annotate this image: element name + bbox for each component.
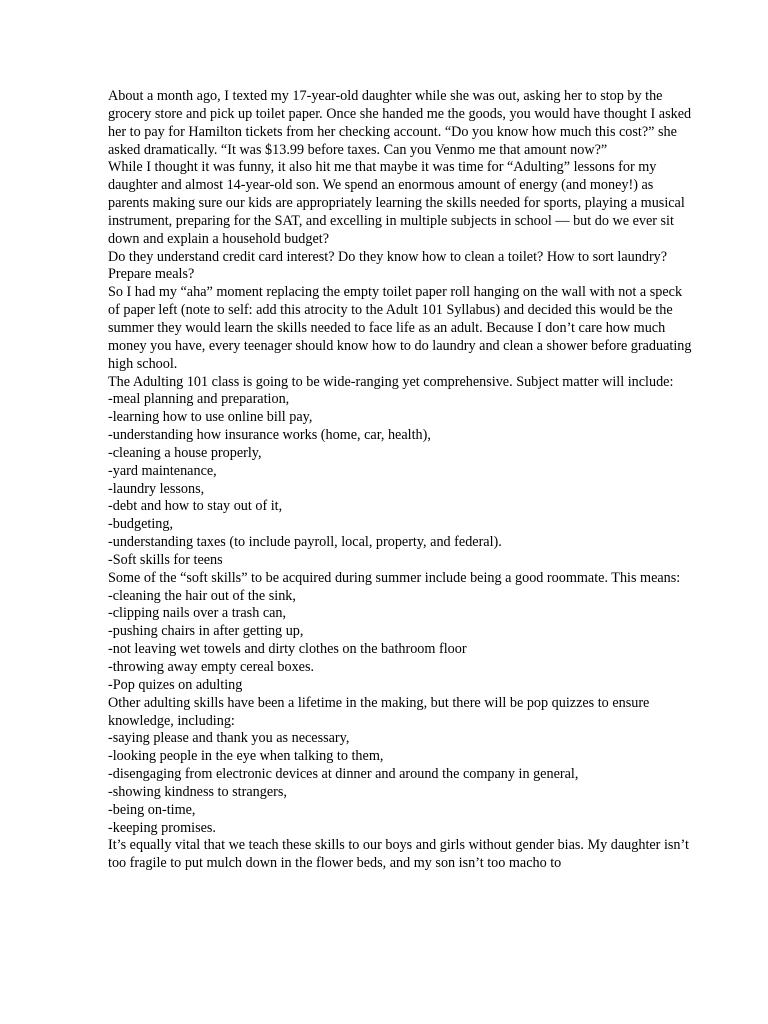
- list-item: -yard maintenance,: [108, 462, 217, 479]
- list-item: -learning how to use online bill pay,: [108, 409, 313, 426]
- section-heading: -Pop quizes on adulting: [108, 676, 243, 693]
- list-item: -throwing away empty cereal boxes.: [108, 659, 315, 675]
- list-item: -cleaning the hair out of the sink,: [108, 587, 296, 604]
- list-item: -showing kindness to strangers,: [108, 783, 287, 800]
- list-item: -debt and how to stay out of it,: [108, 498, 283, 515]
- list-item: -being on-time,: [108, 801, 196, 818]
- paragraph: About a month ago, I texted my 17-year-old daughter while she was out, asking her to stop by the grocery store and pick up toilet paper. Once she handed me the goods, you would have thought I asked her to pay for Hamilton tickets from her checking account. “Do you know how much this cost?” she asked dramatically. “It was $13.99 before taxes. Can you Venmo me that amount now?”: [108, 88, 692, 158]
- list-item: -clipping nails over a trash can,: [108, 605, 287, 622]
- paragraph: So I had my “aha” moment replacing the empty toilet paper roll hanging on the wall with not a speck of paper left (note to self: add this atrocity to the Adult 101 Syllabus) and decided this would be the summer they would learn the skills needed to face life as an adult. Because I don’t care how much money you have, every teenager should know how to do laundry and clean a shower before graduating high school.: [108, 284, 692, 372]
- list-item: -meal planning and preparation,: [108, 391, 290, 408]
- paragraph: It’s equally vital that we teach these skills to our boys and girls without gender bias. My daughter isn’t too fragile to put mulch down in the flower beds, and my son isn’t too macho to: [108, 837, 689, 872]
- list-item: -looking people in the eye when talking to them,: [108, 748, 384, 765]
- section-heading: -Soft skills for teens: [108, 551, 223, 568]
- paragraph: Other adulting skills have been a lifetime in the making, but there will be pop quizzes to ensure knowledge, including:: [108, 694, 650, 729]
- list-item: -saying please and thank you as necessary,: [108, 730, 350, 747]
- paragraph: The Adulting 101 class is going to be wide-ranging yet comprehensive. Subject matter will include:: [108, 373, 674, 390]
- list-item: -cleaning a house properly,: [108, 444, 262, 461]
- document-body: [108, 88, 692, 873]
- list-item: -laundry lessons,: [108, 480, 205, 497]
- list-item: -pushing chairs in after getting up,: [108, 623, 304, 640]
- list-item: -understanding taxes (to include payroll, local, property, and federal).: [108, 534, 502, 551]
- list-item: -not leaving wet towels and dirty clothes on the bathroom floor: [108, 641, 467, 658]
- paragraph: While I thought it was funny, it also hit me that maybe it was time for “Adulting” lessons for my daughter and almost 14-year-old son. We spend an enormous amount of energy (and money!) as parents making sure our kids are appropriately learning the skills needed for sports, playing a musical instrument, preparing for the SAT, and excelling in multiple subjects in school — but do we ever sit down and explain a household budget?: [108, 159, 685, 247]
- paragraph: Do they understand credit card interest? Do they know how to clean a toilet? How to sort laundry? Prepare meals?: [108, 248, 668, 283]
- list-item: -keeping promises.: [108, 819, 216, 836]
- list-item: -disengaging from electronic devices at dinner and around the company in general,: [108, 766, 579, 783]
- list-item: -budgeting,: [108, 516, 174, 533]
- list-item: -understanding how insurance works (home, car, health),: [108, 427, 431, 444]
- paragraph: Some of the “soft skills” to be acquired during summer include being a good roommate. This means:: [108, 569, 681, 586]
